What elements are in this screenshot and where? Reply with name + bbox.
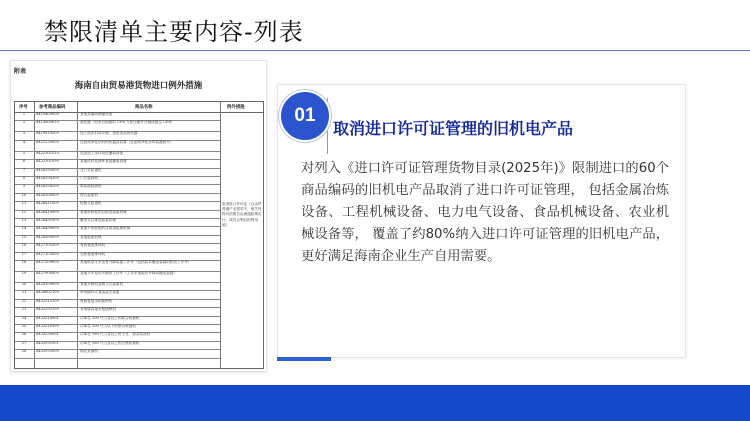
row-code: 8426411000 (36, 201, 59, 206)
row-number: 28 (21, 349, 27, 354)
row-name: 液化器（将来自组级的 UF6 气体压缩并冷凝成液态 UF6） (80, 120, 175, 125)
header-no: 序号 (19, 105, 28, 110)
row-code: 8433530001 (36, 332, 59, 337)
row-name: 过滤或净化饮料的机器及装置（过滤或净化水的装置除外） (80, 139, 174, 144)
row-name: 门式装卸桥 (80, 176, 98, 180)
measure-cell: 取消进口许可证（自由贸易港产业需求中，相关货物可依照自由流通政策实行，或有合利目的利用地） (222, 202, 262, 227)
row-code: 8427900000 (36, 271, 59, 275)
row-code: 8428109000 (36, 282, 59, 286)
row-number: 5 (22, 150, 26, 155)
row-code: 8433510001 (36, 315, 59, 320)
row-code: 8426990000 (36, 234, 59, 239)
row-number: 20 (21, 282, 27, 286)
row-name: 单线循环式客运架空索道 (80, 290, 120, 295)
row-code: 8426200000 (36, 192, 59, 197)
row-number: 26 (21, 332, 27, 337)
row-name: 无轨巷道堆垛机 (80, 251, 106, 256)
row-number: 14 (21, 226, 27, 231)
title-divider (0, 50, 750, 51)
row-code: 8422301010 (36, 150, 59, 155)
row-name: 功率在 160 马力及以上的甘蔗收割机 (80, 340, 140, 345)
row-code: 8419409000 (36, 112, 59, 116)
row-number: 21 (21, 290, 27, 295)
row-number: 7 (22, 167, 26, 172)
row-number: 10 (21, 192, 27, 197)
row-number: 8 (22, 176, 26, 180)
row-name: 功率在 200 马力及以上的联合收割机 (80, 315, 140, 320)
table-row (15, 349, 220, 358)
row-name: 其他升降机及倒斗式起重机 (80, 282, 124, 286)
row-number: 18 (21, 260, 27, 264)
row-number: 2 (22, 120, 26, 125)
row-number: 6 (22, 159, 26, 164)
col-divider (220, 102, 221, 368)
row-code: 8426499000 (36, 226, 59, 231)
card-accent-bar (277, 357, 331, 361)
row-code: 8432313100 (36, 298, 59, 303)
row-name: 轮胎式起重机 (80, 201, 102, 206)
row-number: 27 (21, 340, 27, 345)
row-code: 8422301090 (36, 159, 59, 164)
document-thumbnail (10, 60, 267, 372)
header-code: 参考商品编码 (39, 105, 66, 110)
row-code: 8426491000 (36, 218, 59, 222)
row-code: 8433592000 (36, 349, 59, 354)
row-number: 23 (21, 307, 27, 312)
row-code: 8433510090 (36, 324, 59, 328)
row-number: 3 (22, 131, 26, 136)
row-number: 15 (21, 234, 27, 239)
row-code: 8419810000 (36, 131, 59, 136)
document-title: 海南自由贸易港货物进口例外措施 (74, 81, 203, 91)
row-name: 有轨巷道堆垛机 (80, 243, 106, 248)
row-name: 其他蒸馏或精馏设备 (80, 112, 113, 116)
row-code: 8426194200 (36, 184, 59, 189)
row-code: 8427102000 (36, 251, 59, 256)
row-name: 塔式起重机 (80, 192, 98, 197)
page-title: 禁限清单主要内容-列表 (44, 18, 304, 46)
row-number: 17 (21, 251, 27, 256)
document-table (14, 101, 264, 369)
row-name: 其他机动叉车及有升降装置工作车（包括装有搬运装置的机动工作车） (80, 260, 192, 264)
card-heading: 取消进口许可证管理的旧机电产品 (333, 119, 574, 138)
row-name: 其他叉车及可升降的工作车（工作车指装有升降或搬运装置） (80, 271, 178, 275)
row-number: 13 (21, 218, 27, 222)
row-code: 8433591001 (36, 340, 59, 345)
row-number: 24 (21, 315, 27, 320)
row-code: 8427209000 (36, 260, 59, 264)
row-name: 乳品加工用自动化灌装设备 (80, 150, 124, 155)
row-name: 其他带胶轮的自推进起重机械 (80, 209, 127, 214)
row-name: 功率在 160 马力及以上的土豆、甜菜收获机 (80, 332, 151, 337)
row-number: 22 (21, 298, 27, 303)
row-number: 12 (21, 209, 27, 214)
row-number: 4 (22, 139, 26, 144)
document-annex-label: 附表 (14, 68, 27, 75)
row-number: 25 (21, 324, 27, 328)
row-name: 加工热饮料或烹调、加热食品的机器 (80, 131, 138, 136)
header-measure: 例外措施 (227, 105, 245, 110)
row-number: 11 (21, 201, 27, 206)
row-name: 功率在 200 马力以下的联合收割机 (80, 324, 136, 328)
row-code: 8419609010 (36, 120, 59, 125)
row-code: 8428602100 (36, 290, 59, 295)
row-code: 8427101000 (36, 243, 59, 248)
row-name: 其他起重机械 (80, 234, 102, 239)
row-name: 免耕直接水稻插秧机 (80, 298, 113, 303)
header-name: 商品名称 (135, 105, 153, 110)
row-name: 集装箱装卸桥 (80, 184, 102, 189)
row-number: 19 (21, 271, 27, 275)
row-name: 非免耕直接水稻插秧机 (80, 307, 116, 312)
card-body-text: 对列入《进口许可证管理货物目录(2025年)》限制进口的60个商品编码的旧机电产品取消了进口许可证管理， 包括金属冶炼设备、工程机械设备、电力电气设备、食品机械设备、农业机械设备等， 覆盖了约80%纳入进口许可证管理的旧机电产品， 更好满足海南企业生产自用需要。 (301, 161, 669, 264)
row-name: 龙门式起重机 (80, 167, 102, 172)
row-code: 8432393100 (36, 307, 59, 312)
row-code: 8426194100 (36, 176, 59, 180)
row-name: 棉花采摘机 (80, 349, 98, 354)
row-code: 8426419000 (36, 209, 59, 214)
section-number-badge: 01 (279, 90, 331, 142)
row-code: 8426193000 (36, 167, 59, 172)
row-name: 其他不带胶轮的自推进起重机械 (80, 226, 131, 231)
footer-band (0, 385, 750, 421)
row-number: 1 (22, 112, 26, 116)
row-code: 8421220000 (36, 139, 59, 144)
row-name: 其他饮料及液体食品灌装设备 (80, 159, 127, 164)
row-number: 9 (22, 184, 26, 189)
row-number: 16 (21, 243, 27, 248)
row-name: 履带式自推进起重机械 (80, 218, 116, 222)
